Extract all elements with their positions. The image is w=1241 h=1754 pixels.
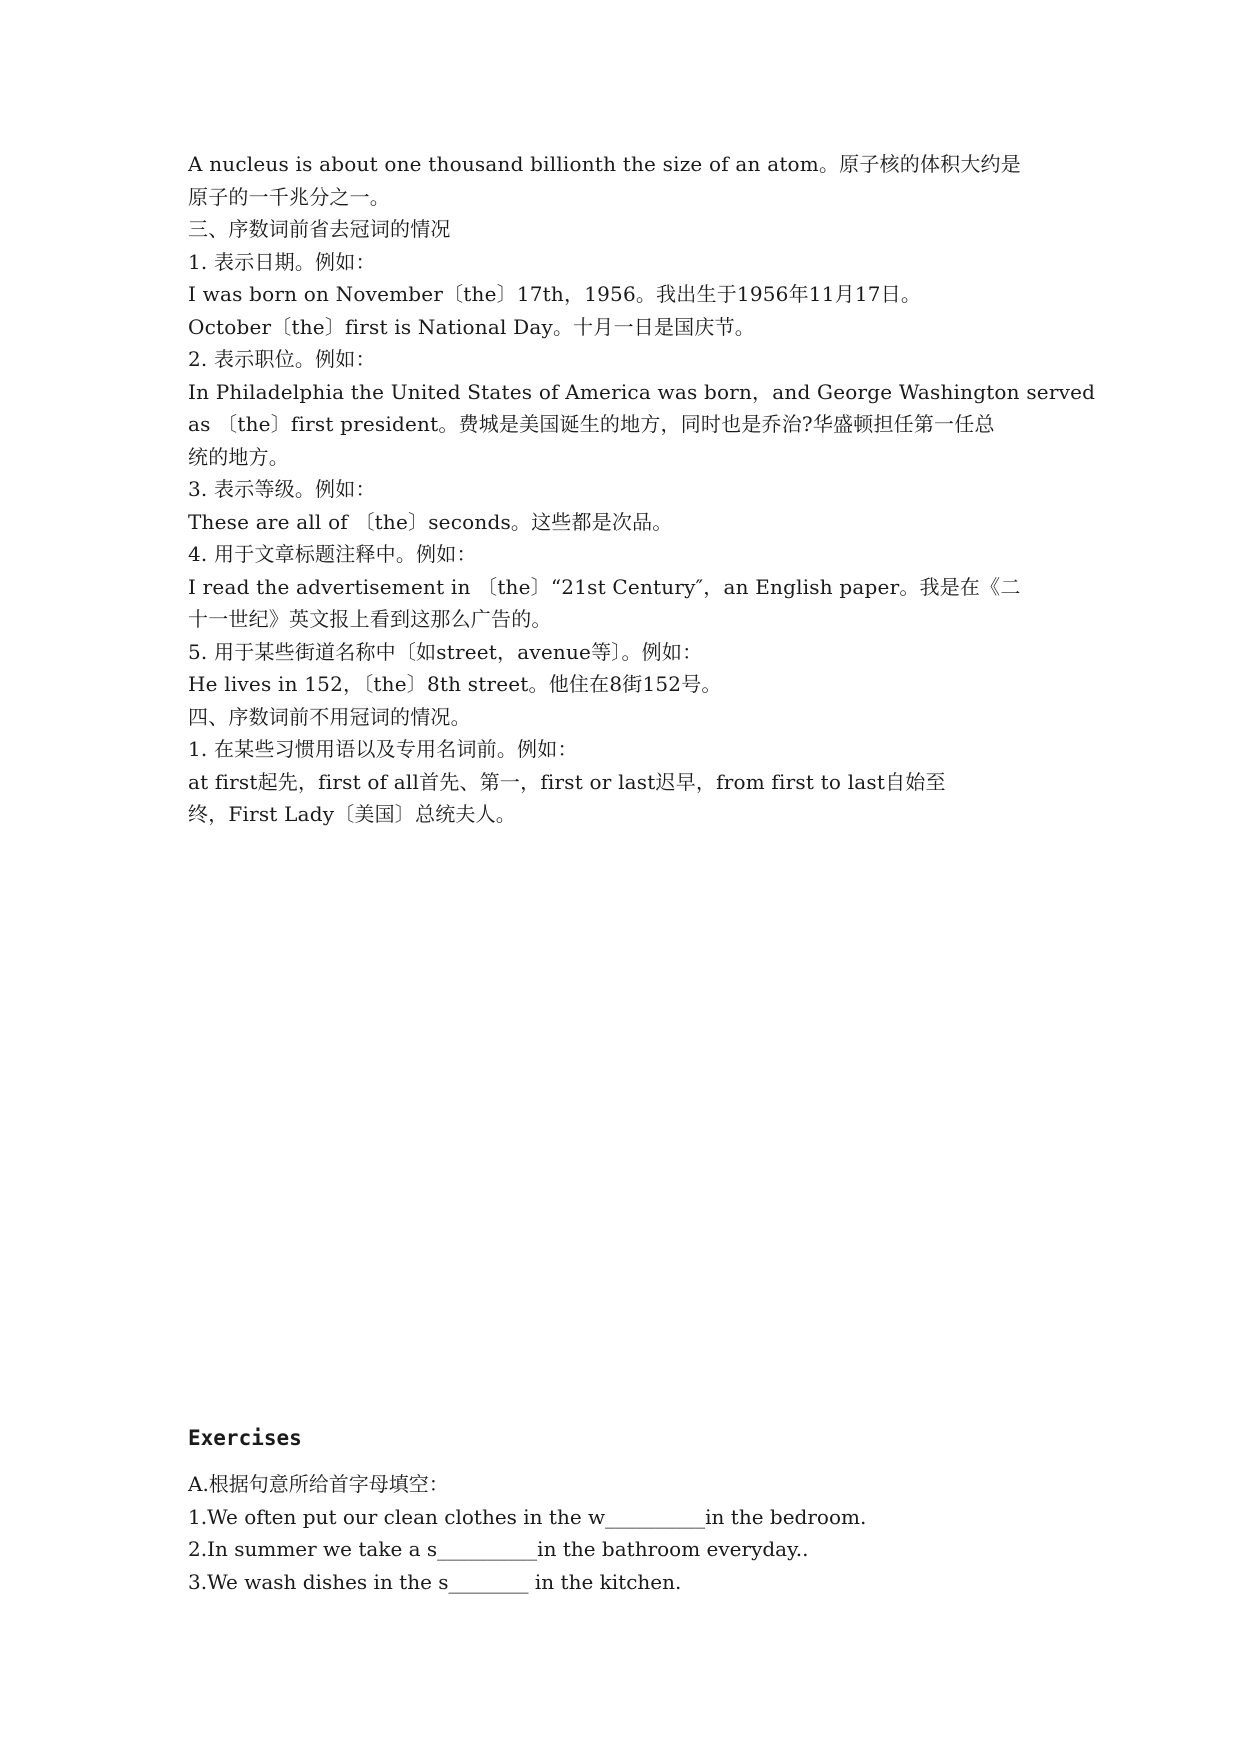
exercises-title: Exercises (188, 1426, 302, 1450)
exercise-item: 2.In summer we take a s__________in the bathroom everyday.. (188, 1537, 809, 1561)
text-line: I read the advertisement in 〔the〕“21st Century″，an English paper。我是在《二 (188, 574, 1021, 599)
text-line: 4. 用于文章标题注释中。例如： (188, 542, 477, 566)
text-line: 3. 表示等级。例如： (188, 477, 376, 501)
exercise-item: 3.We wash dishes in the s________ in the kitchen. (188, 1569, 682, 1594)
text-line: 原子的一千兆分之一。 (188, 184, 390, 209)
text-line: He lives in 152，〔the〕8th street。他住在8街152号。 (188, 672, 722, 696)
text-line: October〔the〕first is National Day。十月一日是国庆节。 (188, 314, 755, 339)
text-line: 2. 表示职位。例如： (188, 347, 376, 371)
section-heading: 四、序数词前不用冠词的情况。 (188, 704, 471, 729)
text-line: 十一世纪》英文报上看到这那么广告的。 (188, 607, 552, 631)
text-line: 终，First Lady〔美国〕总统夫人。 (188, 802, 516, 826)
text-line: I was born on November〔the〕17th，1956。我出生于1956年11月17日。 (188, 282, 922, 306)
text-line: These are all of 〔the〕seconds。这些都是次品。 (188, 509, 673, 534)
exercises-list (188, 1468, 1108, 1598)
text-line: 统的地方。 (188, 444, 289, 469)
text-line: 1. 表示日期。例如： (188, 249, 376, 274)
exercise-instruction: A.根据句意所给首字母填空： (188, 1472, 449, 1496)
text-line: 1. 在某些习惯用语以及专用名词前。例如： (188, 737, 578, 761)
exercise-item: 1.We often put our clean clothes in the w__________in the bedroom. (188, 1504, 867, 1529)
text-line: A nucleus is about one thousand billionth the size of an atom。原子核的体积大约是 (188, 152, 1021, 176)
section-heading: 三、序数词前省去冠词的情况 (188, 217, 451, 241)
text-line: In Philadelphia the United States of America was born，and George Washington served (188, 379, 1096, 404)
text-line: 5. 用于某些街道名称中〔如street，avenue等〕。例如： (188, 639, 703, 664)
text-line: as 〔the〕first president。费城是美国诞生的地方，同时也是乔治?华盛顿担任第一任总 (188, 412, 995, 436)
text-line: at first起先，first of all首先、第一，first or last迟早，from first to last自始至 (188, 769, 946, 794)
grammar-notes (188, 148, 1108, 831)
